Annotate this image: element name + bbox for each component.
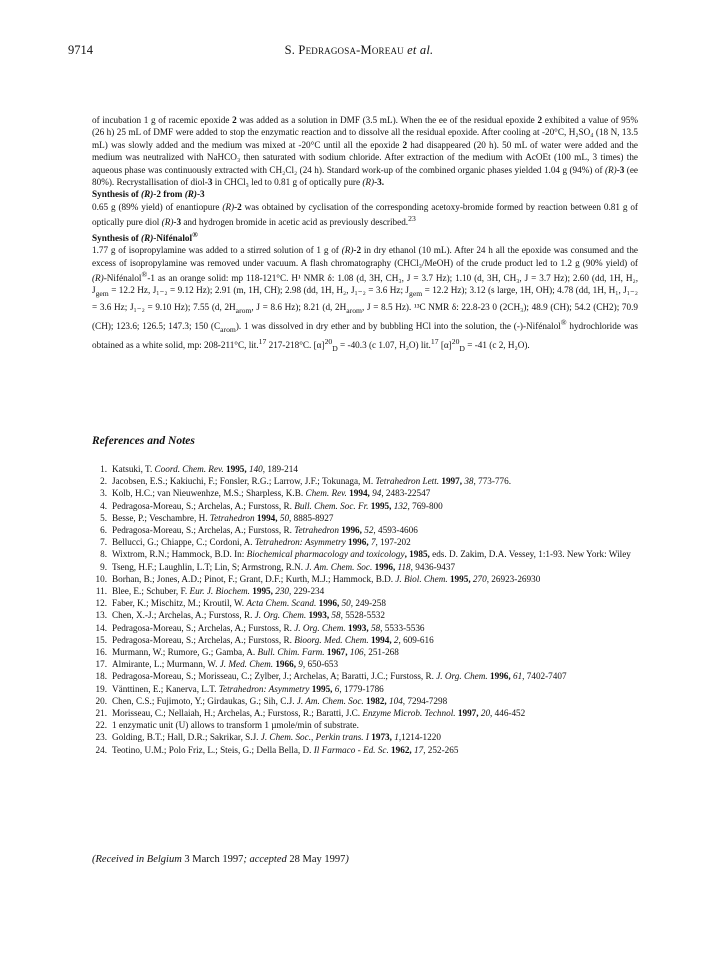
running-head — [68, 43, 650, 58]
reference-item: 24. Teotino, U.M.; Polo Friz, L.; Steis, G.; Della Bella, D. Il Farmaco - Ed. Sc. 1962, 17, 252-265 — [95, 744, 459, 755]
section-heading-synthesis-r2: Synthesis of (R)-2 from (R)-3 — [92, 189, 205, 200]
reference-item: 2. Jacobsen, E.S.; Kakiuchi, F.; Fonsler, R.G.; Larrow, J.F.; Tokunaga, M. Tetrahedron Lett. 1997, 38, 773-776. — [100, 476, 512, 487]
synthesis-r2-paragraph: 0.65 g (89% yield) of enantiopure (R)-2 was obtained by cyclisation of the corresponding acetoxy-bromide formed by reaction between 0.81 g of optically pure diol (R)-3 and hydrogen bromide in acetic acid as previously described.$^{23}$ — [92, 201, 638, 228]
reference-item: 15. Pedragosa-Moreau, S.; Archelas, A.; Furstoss, R. Bioorg. Med. Chem. 1994, 2, 609-616 — [95, 634, 434, 645]
reference-item: 14. Pedragosa-Moreau, S.; Archelas, A.; Furstoss, R. J. Org. Chem. 1993, 58, 5533-5536 — [95, 622, 425, 633]
reference-item: 22. 1 enzymatic unit (U) allows to transform 1 µmole/min of substrate. — [95, 720, 359, 731]
reference-item: 11. Blee, E.; Schuber, F. Eur. J. Biochem. 1995, 230, 229-234 — [95, 586, 325, 597]
reference-item: 23. Golding, B.T.; Hall, D.R.; Sakrikar, S.J. J. Chem. Soc., Perkin trans. I 1973, 1,1214-1220 — [95, 732, 441, 743]
reference-item: 1. Katsuki, T. Coord. Chem. Rev. 1995, 140, 189-214 — [100, 464, 298, 474]
reference-item: 5. Besse, P.; Veschambre, H. Tetrahedron 1994, 50, 8885-8927 — [100, 512, 334, 523]
references-heading: References and Notes — [92, 435, 195, 447]
reference-item: 9. Tseng, H.F.; Laughlin, L.T; Lin, S; Armstrong, R.N. J. Am. Chem. Soc. 1996, 118, 9436-9437 — [100, 561, 456, 572]
running-head-etal: et al. — [407, 43, 434, 57]
reference-item: 10. Borhan, B.; Jones, A.D.; Pinot, F.; Grant, D.F.; Kurth, M.J.; Hammock, B.D. J. Biol. Chem. 1995, 270, 26923-26930 — [95, 573, 541, 584]
running-head-authors: S. Pedragosa-Moreau — [284, 43, 404, 57]
section-heading-synthesis-nifenalol: Synthesis of (R)-Nifénalol® — [92, 229, 198, 243]
reference-item: 4. Pedragosa-Moreau, S.; Archelas, A.; Furstoss, R. Bull. Chem. Soc. Fr. 1995, 132, 769-800 — [100, 500, 443, 511]
continuation-paragraph: of incubation 1 g of racemic epoxide 2 was added as a solution in DMF (3.5 mL). When the ee of the residual epoxide 2 exhibited a value of 95% (26 h) 25 mL of DMF were added to stop the enzymatic reaction and to dissolve all the residual epoxide. After cooling at -20°C, H₂SO₄ (18 N, 13.5 mL) was slowly added and the medium was mixed at -20°C until all the epoxide 2 had disappeared (20 h). 50 mL of water were added and the medium was neutralized with NaHCO₃ then saturated with sodium chloride. After extraction of the medium with AcOEt (100 mL, 3 times) the aqueous phase was continuously extracted with CH₂Cl₂ (24 h). Standard work-up of the combined organic phases yielded 1.04 g (94%) of (R)-3 (ee 80%). Recrystallisation of diol-3 in CHCl₃ led to 0.81 g of optically pure (R)-3. — [92, 115, 639, 188]
synthesis-nifenalol-paragraph: 1.77 g of isopropylamine was added to a stirred solution of 1 g of (R)-2 in dry ethanol (10 mL). After 24 h all the epoxide was consumed and the excess of isopropylamine was removed under vacuum. A flash chromatography (CHCl₃/MeOH) of the crude product led to 1.2 g (90% yield) of (R)-Nifénalol®-1 as an orange solid: mp 118-121°C. H¹ NMR δ: 1.08 (d, 3H, CH₃, J = 3.7 Hz); 1.10 (d, 3H, CH₃, J = 3.7 Hz); 2.60 (dd, 1H, H₂, $J_{gem} = 12.2$ Hz, J₁₋₂ = 9.12 Hz); 2.91 (m, 1H, CH); 2.98 (dd, 1H, H₂, J₁₋₂ = 3.6 Hz; $J_{gem} = 12.2$ Hz); 3.12 (s large, 1H, OH); 4.78 (dd, 1H, H₁, J₁₋₂ = 3.6 Hz; J₁₋₂ = 9.10 Hz); 7.55 (d, $2H_{arom}$, J = 8.6 Hz); 8.21 (d, $2H_{arom}$, J = 8.5 Hz). ¹³C NMR δ: 22.8-23 0 (2CH₃); 48.9 (CH); 54.2 (CH2); 70.9 (CH); 123.6; 126.5; 147.3; 150 $(C_{arom})$. 1 was dissolved in dry ether and by bubbling HCl into the solution, the (-)-Nifénalol® hydrochloride was obtained as a white solid, mp: 208-211°C, lit.$^{17}$ 217-218°C. $[\alpha]^{20}_D = -40.3$ (c 1.07, H₂O) lit.$^{17}$ $[\alpha]^{20}_D = -41$ (c 2, H₂O). — [92, 245, 639, 354]
page-header — [68, 43, 650, 59]
page-number: 9714 — [68, 43, 93, 57]
reference-item: 6. Pedragosa-Moreau, S.; Archelas, A.; Furstoss, R. Tetrahedron 1996, 52, 4593-4606 — [100, 525, 418, 536]
reference-item: 18. Pedragosa-Moreau, S.; Morisseau, C.; Zylber, J.; Archelas, A; Baratti, J.C.; Furstoss, R. J. Org. Chem. 1996, 61, 7402-7407 — [95, 671, 567, 682]
reference-item: 16. Murmann, W.; Rumore, G.; Gamba, A. Bull. Chim. Farm. 1967, 106, 251-268 — [95, 647, 399, 658]
reference-item: 20. Chen, C.S.; Fujimoto, Y.; Girdaukas, G.; Sih, C.J. J. Am. Chem. Soc. 1982, 104, 7294-7298 — [95, 695, 448, 706]
received-line: (Received in Belgium 3 March 1997; accepted 28 May 1997) — [92, 854, 349, 865]
reference-item: 3. Kolb, H.C.; van Nieuwenhze, M.S.; Sharpless, K.B. Chem. Rev. 1994, 94, 2483-22547 — [100, 488, 431, 499]
body-text — [92, 114, 638, 356]
references-list — [92, 463, 642, 756]
reference-item: 8. Wixtrom, R.N.; Hammock, B.D. In: Biochemical pharmacology and toxicology, 1985, eds. D. Zakim, D.A. Vessey, 1:1-93. New York: Wiley — [100, 549, 631, 560]
reference-item: 17. Almirante, L.; Murmann, W. J. Med. Chem. 1966, 9, 650-653 — [95, 659, 339, 670]
reference-item: 13. Chen, X.-J.; Archelas, A.; Furstoss, R. J. Org. Chem. 1993, 58, 5528-5532 — [95, 610, 385, 621]
reference-item: 7. Bellucci, G.; Chiappe, C.; Cordoni, A. Tetrahedron: Asymmetry 1996, 7, 197-202 — [100, 537, 411, 548]
reference-item: 19. Vänttinen, E.; Kanerva, L.T. Tetrahedron: Asymmetry 1995, 6, 1779-1786 — [95, 683, 384, 694]
reference-item: 21. Morisseau, C.; Nellaiah, H.; Archelas, A.; Furstoss, R.; Baratti, J.C. Enzyme Microb. Technol. 1997, 20, 446-452 — [95, 708, 526, 719]
reference-item: 12. Faber, K.; Mischitz, M.; Kroutil, W. Acta Chem. Scand. 1996, 50, 249-258 — [95, 598, 386, 609]
